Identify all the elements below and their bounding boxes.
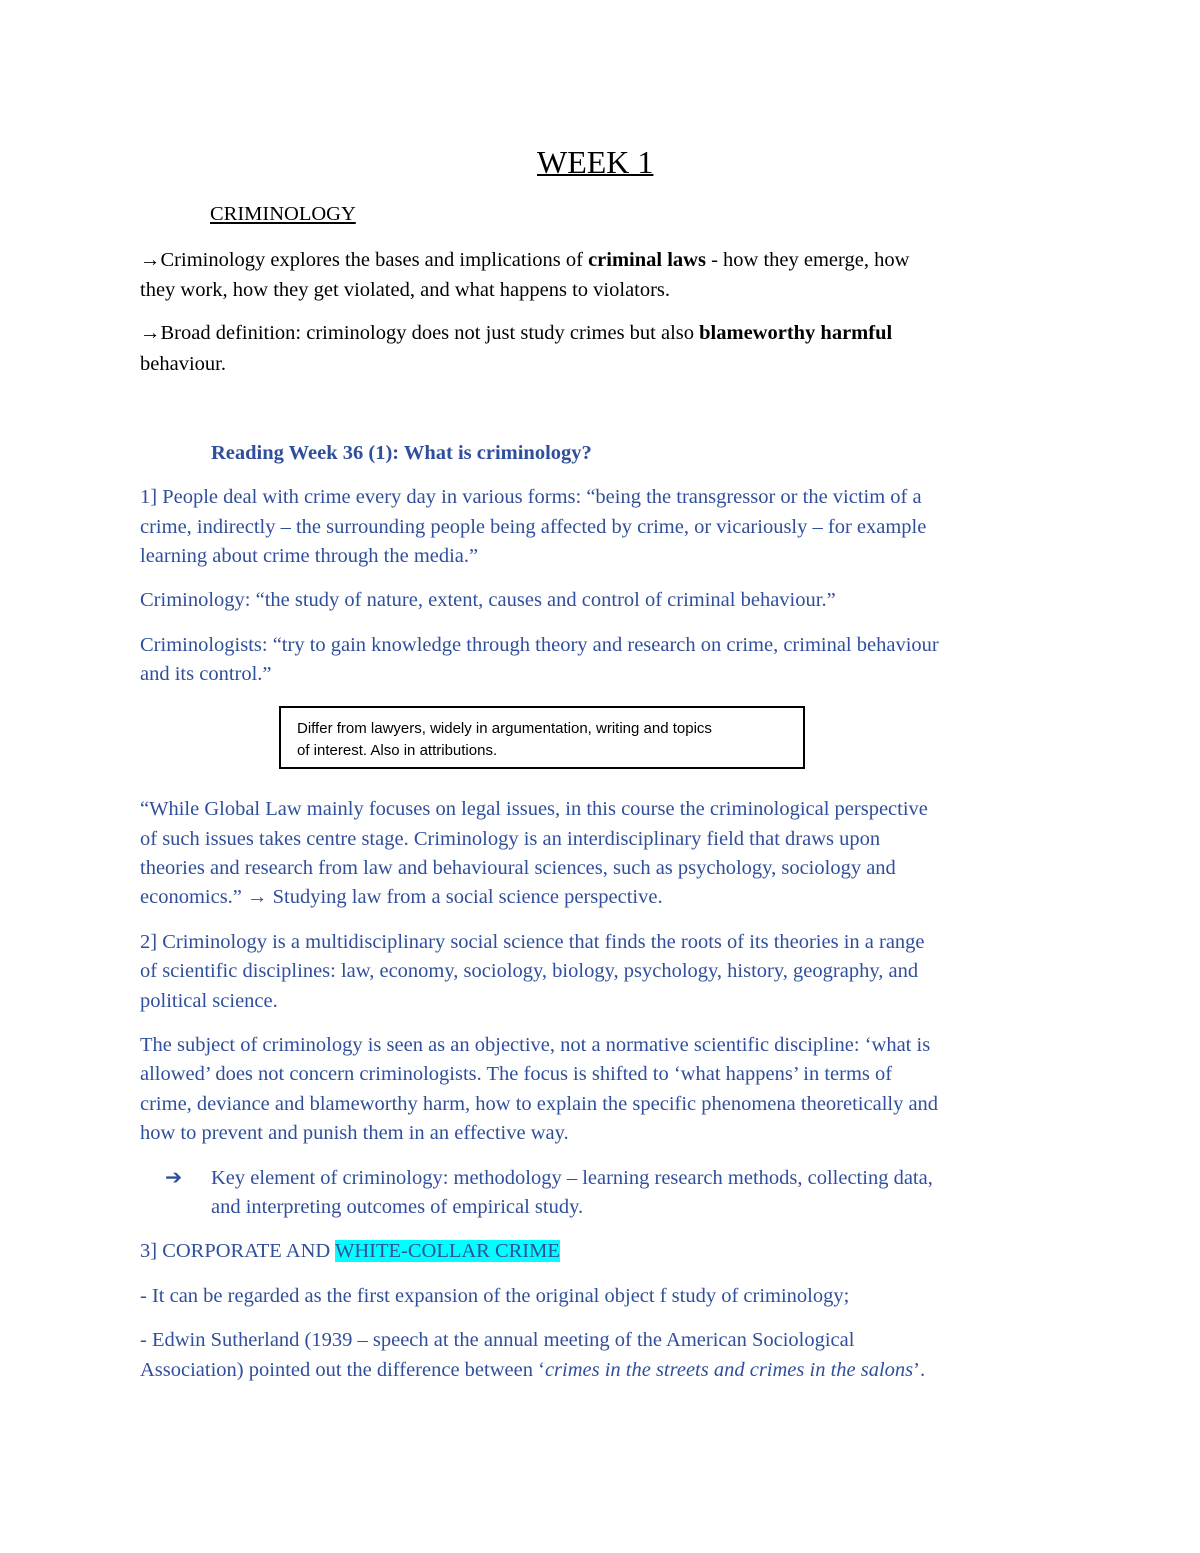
intro-paragraph-2-line-2: behaviour. bbox=[140, 353, 226, 375]
bullet-line: and interpreting outcomes of empirical study. bbox=[211, 1196, 584, 1218]
section3-heading: 3] CORPORATE AND WHITE-COLLAR CRIME bbox=[140, 1240, 560, 1262]
section1-line: crime, indirectly – the surrounding people being affected by crime, or vicariously – for example bbox=[140, 516, 927, 538]
intro-paragraph-1-line-1: →Criminology explores the bases and implications of criminal laws - how they emerge, how bbox=[140, 246, 909, 276]
subject-line: how to prevent and punish them in an effective way. bbox=[140, 1122, 569, 1144]
section1-line: learning about crime through the media.” bbox=[140, 545, 479, 567]
subject-line: The subject of criminology is seen as an objective, not a normative scientific discipline: ‘what is bbox=[140, 1034, 931, 1056]
right-arrow-icon: → bbox=[247, 886, 268, 908]
intro-paragraph-2-line-1: →Broad definition: criminology does not just study crimes but also blameworthy harmful bbox=[140, 319, 892, 349]
definition-line: Criminology: “the study of nature, extent, causes and control of criminal behaviour.” bbox=[140, 589, 836, 611]
criminologists-line: Criminologists: “try to gain knowledge through theory and research on crime, criminal behaviour bbox=[140, 634, 939, 656]
section3-item: - It can be regarded as the first expansion of the original object f study of criminology; bbox=[140, 1285, 850, 1307]
note-box bbox=[279, 706, 805, 769]
bullet-line: Key element of criminology: methodology – learning research methods, collecting data, bbox=[211, 1167, 933, 1189]
note-box-line: of interest. Also in attributions. bbox=[297, 742, 498, 759]
right-arrow-icon: → bbox=[140, 249, 161, 271]
highlighted-text: WHITE-COLLAR CRIME bbox=[334, 1240, 560, 1262]
quote-line: theories and research from law and behavioural sciences, such as psychology, sociology and bbox=[140, 857, 896, 879]
section2-line: political science. bbox=[140, 990, 278, 1012]
right-arrow-icon: → bbox=[140, 322, 161, 344]
intro-paragraph-1-line-2: they work, how they get violated, and what happens to violators. bbox=[140, 279, 671, 301]
reading-heading: Reading Week 36 (1): What is criminology? bbox=[211, 442, 592, 464]
note-box-line: Differ from lawyers, widely in argumentation, writing and topics bbox=[297, 720, 712, 737]
page-title: WEEK 1 bbox=[537, 144, 654, 180]
section3-item-continued: Association) pointed out the difference between ‘crimes in the streets and crimes in the salons’. bbox=[140, 1359, 926, 1381]
quote-line-last: economics.” → Studying law from a social science perspective. bbox=[140, 883, 663, 913]
emphasis: criminal laws bbox=[588, 249, 706, 271]
emphasis: blameworthy harmful bbox=[699, 322, 893, 344]
section1-line: 1] People deal with crime every day in various forms: “being the transgressor or the victim of a bbox=[140, 486, 922, 508]
italic-quote: crimes in the streets and crimes in the salons bbox=[544, 1359, 914, 1381]
quote-line: “While Global Law mainly focuses on legal issues, in this course the criminological perspective bbox=[140, 798, 928, 820]
bullet-arrow-icon: ➔ bbox=[165, 1167, 183, 1189]
criminologists-line: and its control.” bbox=[140, 663, 272, 685]
section2-line: 2] Criminology is a multidisciplinary social science that finds the roots of its theories in a range bbox=[140, 931, 925, 953]
subject-line: allowed’ does not concern criminologists. The focus is shifted to ‘what happens’ in terms of bbox=[140, 1063, 893, 1085]
quote-line: of such issues takes centre stage. Criminology is an interdisciplinary field that draws upon bbox=[140, 828, 881, 850]
subject-line: crime, deviance and blameworthy harm, how to explain the specific phenomena theoretically and bbox=[140, 1093, 939, 1115]
section2-line: of scientific disciplines: law, economy, sociology, biology, psychology, history, geography, and bbox=[140, 960, 919, 982]
section3-item: - Edwin Sutherland (1939 – speech at the annual meeting of the American Sociological bbox=[140, 1329, 855, 1351]
section-heading: CRIMINOLOGY bbox=[210, 203, 356, 225]
